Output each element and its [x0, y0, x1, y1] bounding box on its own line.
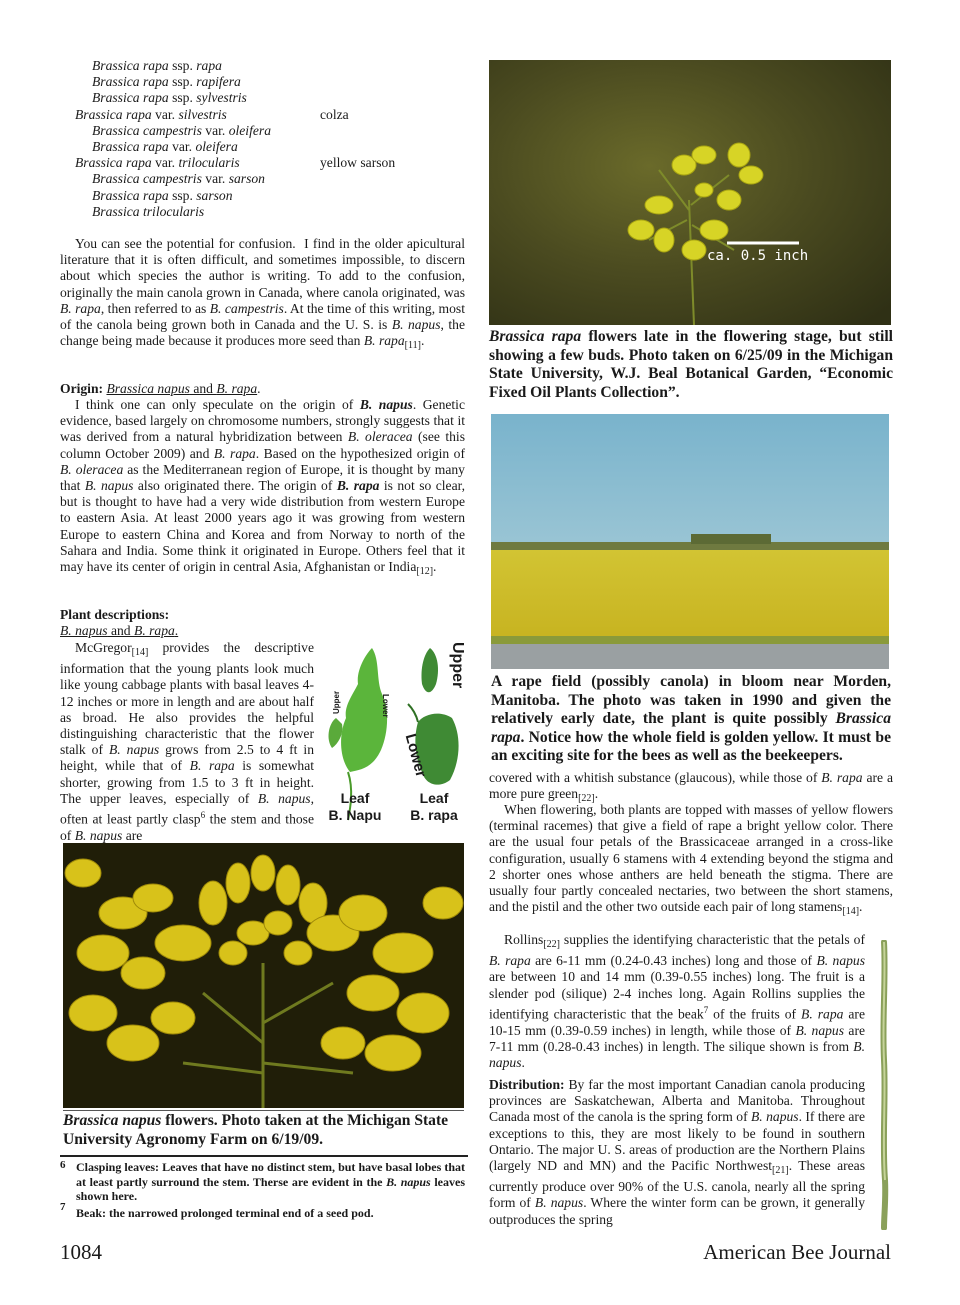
synonym-name: Brassica campestris var. sarson — [92, 171, 265, 187]
field-caption: A rape field (possibly canola) in bloom near Morden, Manitoba. The photo was taken in 1990 and given the relatively early date, the plant is quite possibly Brassica rapa. Notice how the whole field is golden yellow. It must be an exciting site for the bees as well as the beekeepers. — [491, 673, 891, 765]
origin-heading: Origin: Brassica napus and B. rapa. — [60, 381, 261, 396]
synonym-row — [75, 171, 475, 187]
synonym-row — [75, 204, 475, 220]
silique-illustration — [872, 940, 896, 1230]
paragraph-rollins: Rollins$_{[22]}$ supplies the identifying characteristic that the petals of B. rapa are 6-11 mm (0.24-0.43 inches) long and those of B. napus are between 10 and 14 mm (0.39-0.55 inches) long. The fruit is a slender pod (silique) 2-4 inches long. Again Rollins supplies the identifying characteristic that the beak$^7$ of the fruits of B. rapa are 10-15 mm (0.39-0.59 inches) in length, while those of B. napus are 7-11 mm (0.28-0.43 inches) in length. The silique shown is from B. napus. — [489, 932, 865, 1070]
common-name: colza — [320, 106, 349, 122]
tag-upper-big: Upper — [449, 642, 466, 689]
tag-upper-small: Upper — [332, 690, 341, 714]
napus-flowers-illustration — [63, 843, 464, 1108]
paragraph-confusion: You can see the potential for confusion. I find in the older apicultural literature that it is often difficult, and sometimes impossible, to discern about which species the author is writing. To add to the confusion, originally the main canola grown in Canada, where canola originated, was B. rapa, then referred to as B. campestris. At the time of this writing, most of the canola being grown both in Canada and the U. S. is B. napus, the change being made because it produces more seed than B. rapa$_{[11]}$. — [60, 236, 466, 352]
synonym-name: Brassica rapa ssp. rapifera — [92, 74, 241, 90]
synonym-list — [75, 58, 475, 220]
paragraph-origin: I think one can only speculate on the origin of B. napus. Genetic evidence, based largely on chromosome numbers, strongly suggests that it was derived from a natural hybridization between B. oleracea (see this column October 2009) and B. rapa. Based on the hypothesized origin of B. oleracea as the Mediterranean region of Europe, it is thought by many that B. napus also originated there. The origin of B. rapa is not so clear, but is thought to have had a very wide distribution from western Europe to eastern Asia. At least 2000 years ago it was growing from western Europe to eastern China and Korea and from Norway to north of the Sahara and India. Some think it originated in Europe. Others feel that it may have its center of origin in central Asia, Afghanistan or India$_{[12]}$. — [60, 397, 466, 578]
origin-label: Origin: — [60, 381, 104, 396]
page-number: 1084 — [60, 1240, 102, 1264]
common-name: yellow sarson — [320, 155, 396, 171]
journal-name: American Bee Journal — [703, 1240, 891, 1264]
tag-lower-big: Lower — [401, 732, 430, 780]
leaf-figure — [318, 640, 468, 830]
paragraph-distribution: Distribution: By far the most important Canadian canola producing provinces are Saskatchewan, Alberta and Manitoba. Throughout Canada most of the canola is the spring form of B. napus. If there are exceptions to this, they are most likely to be found in southern Ontario. The major U. S. areas of production are the Northern Plains (largely ND and MN) and the Pacific Northwest$_{[21]}$. These areas currently produce over 90% of the U.S. canola, nearly all the spring form of B. napus. Where the winter form can be grown, it generally outproduces the spring — [489, 1077, 866, 1227]
napus-upper-leaf — [329, 718, 343, 748]
synonym-name: Brassica rapa ssp. rapa — [92, 58, 222, 73]
tag-lower-small: Lower — [381, 694, 390, 718]
synonym-row — [75, 58, 475, 74]
napus-photo-rule — [63, 1110, 464, 1111]
napus-caption: Brassica napus flowers. Photo taken at the Michigan State University Agronomy Farm on 6/19/09. — [63, 1112, 449, 1148]
napus-flowers-photo — [63, 843, 464, 1108]
synonym-row — [75, 188, 475, 204]
rapa-flowers-photo — [489, 60, 891, 325]
rape-field-photo — [491, 414, 889, 669]
synonym-name: Brassica trilocularis — [92, 203, 205, 219]
synonym-name: Brassica rapa var. oleifera — [92, 138, 238, 154]
footnote-6: 6 Clasping leaves: Leaves that have no distinct stem, but have basal lobes that at least partly surround the stem. Therse are evident in the B. napus leaves shown here. — [60, 1159, 465, 1203]
rapa-flowers-illustration — [489, 60, 891, 325]
synonym-name: Brassica rapa var. silvestris — [75, 106, 227, 122]
rapa-caption: Brassica rapa flowers late in the flowering stage, but still showing a few buds. Photo taken on 6/25/09 in the Michigan State University, W.J. Beal Botanical Garden, “Economic Fixed Oil Plants Collection”. — [489, 328, 893, 401]
rape-field-illustration — [491, 414, 889, 669]
synonym-name: Brassica rapa var. trilocularis — [75, 155, 240, 171]
footnote-7: 7 Beak: the narrowed prolonged terminal end of a seed pod. — [60, 1201, 374, 1220]
paragraph-flowering: When flowering, both plants are topped with masses of yellow flowers (terminal racemes) that give a field of rape a bright yellow color. There are the usual four petals of the Brassicaceae arranged in a cross-like configuration, usually 6 stamens with 4 extending beyond the stigma and 2 shorter ones whose anthers are held beneath the stigma. There are usually four partly concealed nectaries, two between the short stamens, and the pistil and the other two outside each pair of long stamens$_{[14]}$. — [489, 802, 893, 918]
scale-label: ca. 0.5 inch — [707, 248, 809, 264]
plant-descriptions-heading: Plant descriptions: B. napus and B. rapa. — [60, 607, 179, 639]
synonym-row — [75, 155, 475, 171]
synonym-row — [75, 123, 475, 139]
leaf-label-rapa: Leaf B. rapa — [410, 790, 458, 823]
synonym-row — [75, 74, 475, 90]
footnote-rule — [60, 1155, 468, 1157]
synonym-row — [75, 90, 475, 106]
paragraph-plant-description: McGregor$_{[14]}$ provides the descriptive information that the young plants look much like young cabbage plants with basal leaves 4-12 inches or more in length and are about half as broad. He also provides the helpful distinguishing characteristic that the flower stalk of B. napus grows from 2.5 to 4 ft in height, while that of B. rapa is somewhat shorter, growing from 1.5 to 3 ft in height. The upper leaves, especially of B. napus, often at least partly clasp$^6$ the stem and those of B. napus are — [60, 640, 315, 843]
synonym-row — [75, 139, 475, 155]
synonym-name: Brassica campestris var. oleifera — [92, 122, 271, 138]
rapa-upper-leaf — [421, 648, 438, 692]
synonym-name: Brassica rapa ssp. sarson — [92, 187, 233, 203]
leaf-label-napus: Leaf B. Napu — [328, 790, 382, 823]
paragraph-glaucous: covered with a whitish substance (glaucous), while those of B. rapa are a more pure green$_{[22]}$. — [489, 770, 893, 805]
synonym-name: Brassica rapa ssp. sylvestris — [92, 90, 247, 106]
synonym-row — [75, 107, 475, 123]
